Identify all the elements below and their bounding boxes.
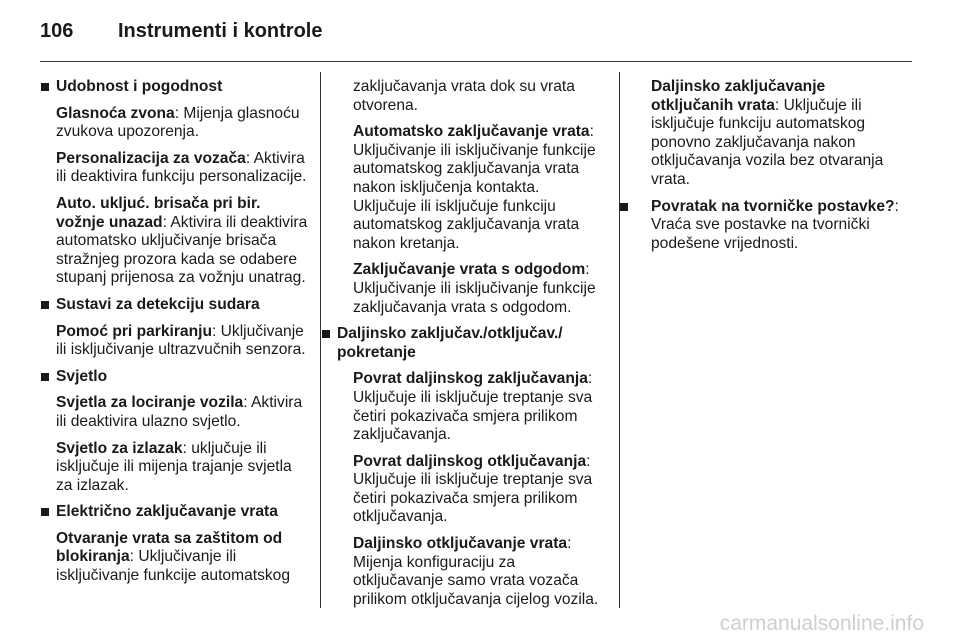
entry-lociranje	[40, 394, 310, 431]
entry-desc: : Uključivanje ili isključivanje funkcije zaključavanja vrata s odgodom.	[353, 261, 596, 316]
bullet-square-icon	[41, 301, 49, 309]
entry-desc: : Mijenja konfiguraciju za otključavanje samo vrata vozača prilikom otključavanja cijelog vozila.	[353, 535, 599, 608]
entry-continuation	[337, 78, 605, 115]
entry-term: Daljinsko otključavanje vrata	[353, 535, 568, 553]
entry-otvaranje	[40, 530, 310, 586]
section-heading: Udobnost i pogodnost	[56, 78, 223, 95]
page-number: 106	[40, 20, 74, 42]
entry-daljinsko-otkljucanih	[635, 78, 903, 190]
page-title: Instrumenti i kontrole	[118, 20, 323, 42]
entry-parkiranje	[40, 323, 310, 360]
entry-desc: : Aktivira ili deaktivira funkciju personalizacije.	[56, 149, 307, 186]
bullet-sustavi	[40, 296, 310, 315]
section-heading: Svjetlo	[56, 367, 108, 385]
entry-term: Svjetla za lociranje vozila	[56, 394, 244, 412]
watermark: carmanualsonline.info	[719, 612, 924, 635]
entry-odgodom	[337, 261, 605, 317]
entry-desc: : Uključivanje ili isključivanje funkcije automatskog	[56, 548, 291, 585]
bullet-square-icon	[41, 83, 49, 91]
column-2	[337, 78, 605, 617]
entry-desc: : Uključuje ili isključuje treptanje sva četiri pokazivača smjera prilikom otključavanja.	[353, 452, 593, 526]
column-3	[635, 78, 903, 261]
bullet-elektricno	[40, 503, 310, 522]
bullet-daljinsko	[321, 325, 605, 362]
entry-desc: : Aktivira ili deaktivira automatsko uključivanje brisača stražnjeg prozora kada se odabere stupanj prijenosa za vožnju unatrag.	[56, 213, 308, 287]
bullet-svjetlo	[40, 368, 310, 387]
section-heading: Sustavi za detekciju sudara	[56, 295, 260, 313]
entry-desc: : uključuje ili isključuje ili mijenja trajanje svjetla za izlazak.	[56, 439, 292, 494]
entry-glasnoca	[40, 105, 310, 142]
entry-automatsko	[337, 123, 605, 253]
entry-desc: : Uključivanje ili isključivanje funkcije automatskog zaključavanja vrata nakon isključenja kontakta. Uključuje ili isključuje funkciju automatskog zaključavanja vrata nakon kretanja.	[353, 123, 596, 252]
entry-term: Automatsko zaključavanje vrata	[353, 123, 590, 141]
entry-desc: : Mijenja glasnoću zvukova upozorenja.	[56, 104, 300, 141]
entry-term: Otvaranje vrata sa zaštitom od blokiranja	[56, 529, 283, 566]
bullet-povratak	[619, 198, 903, 254]
section-heading: Povratak na tvorničke postavke?	[651, 197, 895, 215]
bullet-square-icon	[41, 373, 49, 381]
entry-desc: : Uključuje ili isključuje treptanje sva četiri pokazivača smjera prilikom zaključavanja.	[353, 370, 593, 444]
entry-term: Svjetlo za izlazak	[56, 439, 183, 457]
bullet-square-icon	[620, 203, 628, 211]
entry-izlazak	[40, 440, 310, 496]
entry-desc: : Vraća sve postavke na tvornički podešene vrijednosti.	[651, 197, 899, 252]
entry-brisaci	[40, 195, 310, 288]
column-1	[40, 78, 310, 594]
entry-term: Pomoć pri parkiranju	[56, 322, 212, 340]
entry-term: Personalizacija za vozača	[56, 149, 246, 167]
header-rule	[40, 61, 912, 62]
entry-povrat-otkljucavanja	[337, 453, 605, 527]
column-divider-2	[619, 72, 620, 608]
entry-desc: : Uključuje ili isključuje funkciju automatskog ponovno zaključavanja nakon otključavanja vozila bez otvaranja vrata.	[651, 96, 884, 188]
entry-term: Glasnoća zvona	[56, 104, 175, 122]
section-heading: Daljinsko zaključav./otključav./ pokretanje	[337, 325, 563, 361]
entry-povrat-zakljucavanja	[337, 370, 605, 444]
entry-desc: : Aktivira ili deaktivira ulazno svjetlo.	[56, 394, 303, 430]
bullet-udobnost	[40, 78, 310, 97]
entry-term: Povrat daljinskog zaključavanja	[353, 370, 588, 388]
entry-personalizacija	[40, 150, 310, 187]
bullet-square-icon	[322, 330, 330, 338]
entry-desc: zaključavanja vrata dok su vrata otvorena.	[353, 78, 575, 114]
entry-term: Povrat daljinskog otključavanja	[353, 452, 587, 470]
section-heading: Električno zaključavanje vrata	[56, 503, 278, 521]
bullet-square-icon	[41, 508, 49, 516]
entry-term: Auto. ukljuć. brisača pri bir. vožnje unazad	[56, 194, 261, 231]
entry-desc: : Uključivanje ili isključivanje ultrazvučnih senzora.	[56, 322, 306, 359]
entry-term: Daljinsko zaključavanje otključanih vrata	[651, 78, 826, 114]
entry-term: Zaključavanje vrata s odgodom	[353, 261, 586, 279]
page-header	[0, 0, 960, 62]
entry-otkljucavanje-vrata	[337, 535, 605, 609]
